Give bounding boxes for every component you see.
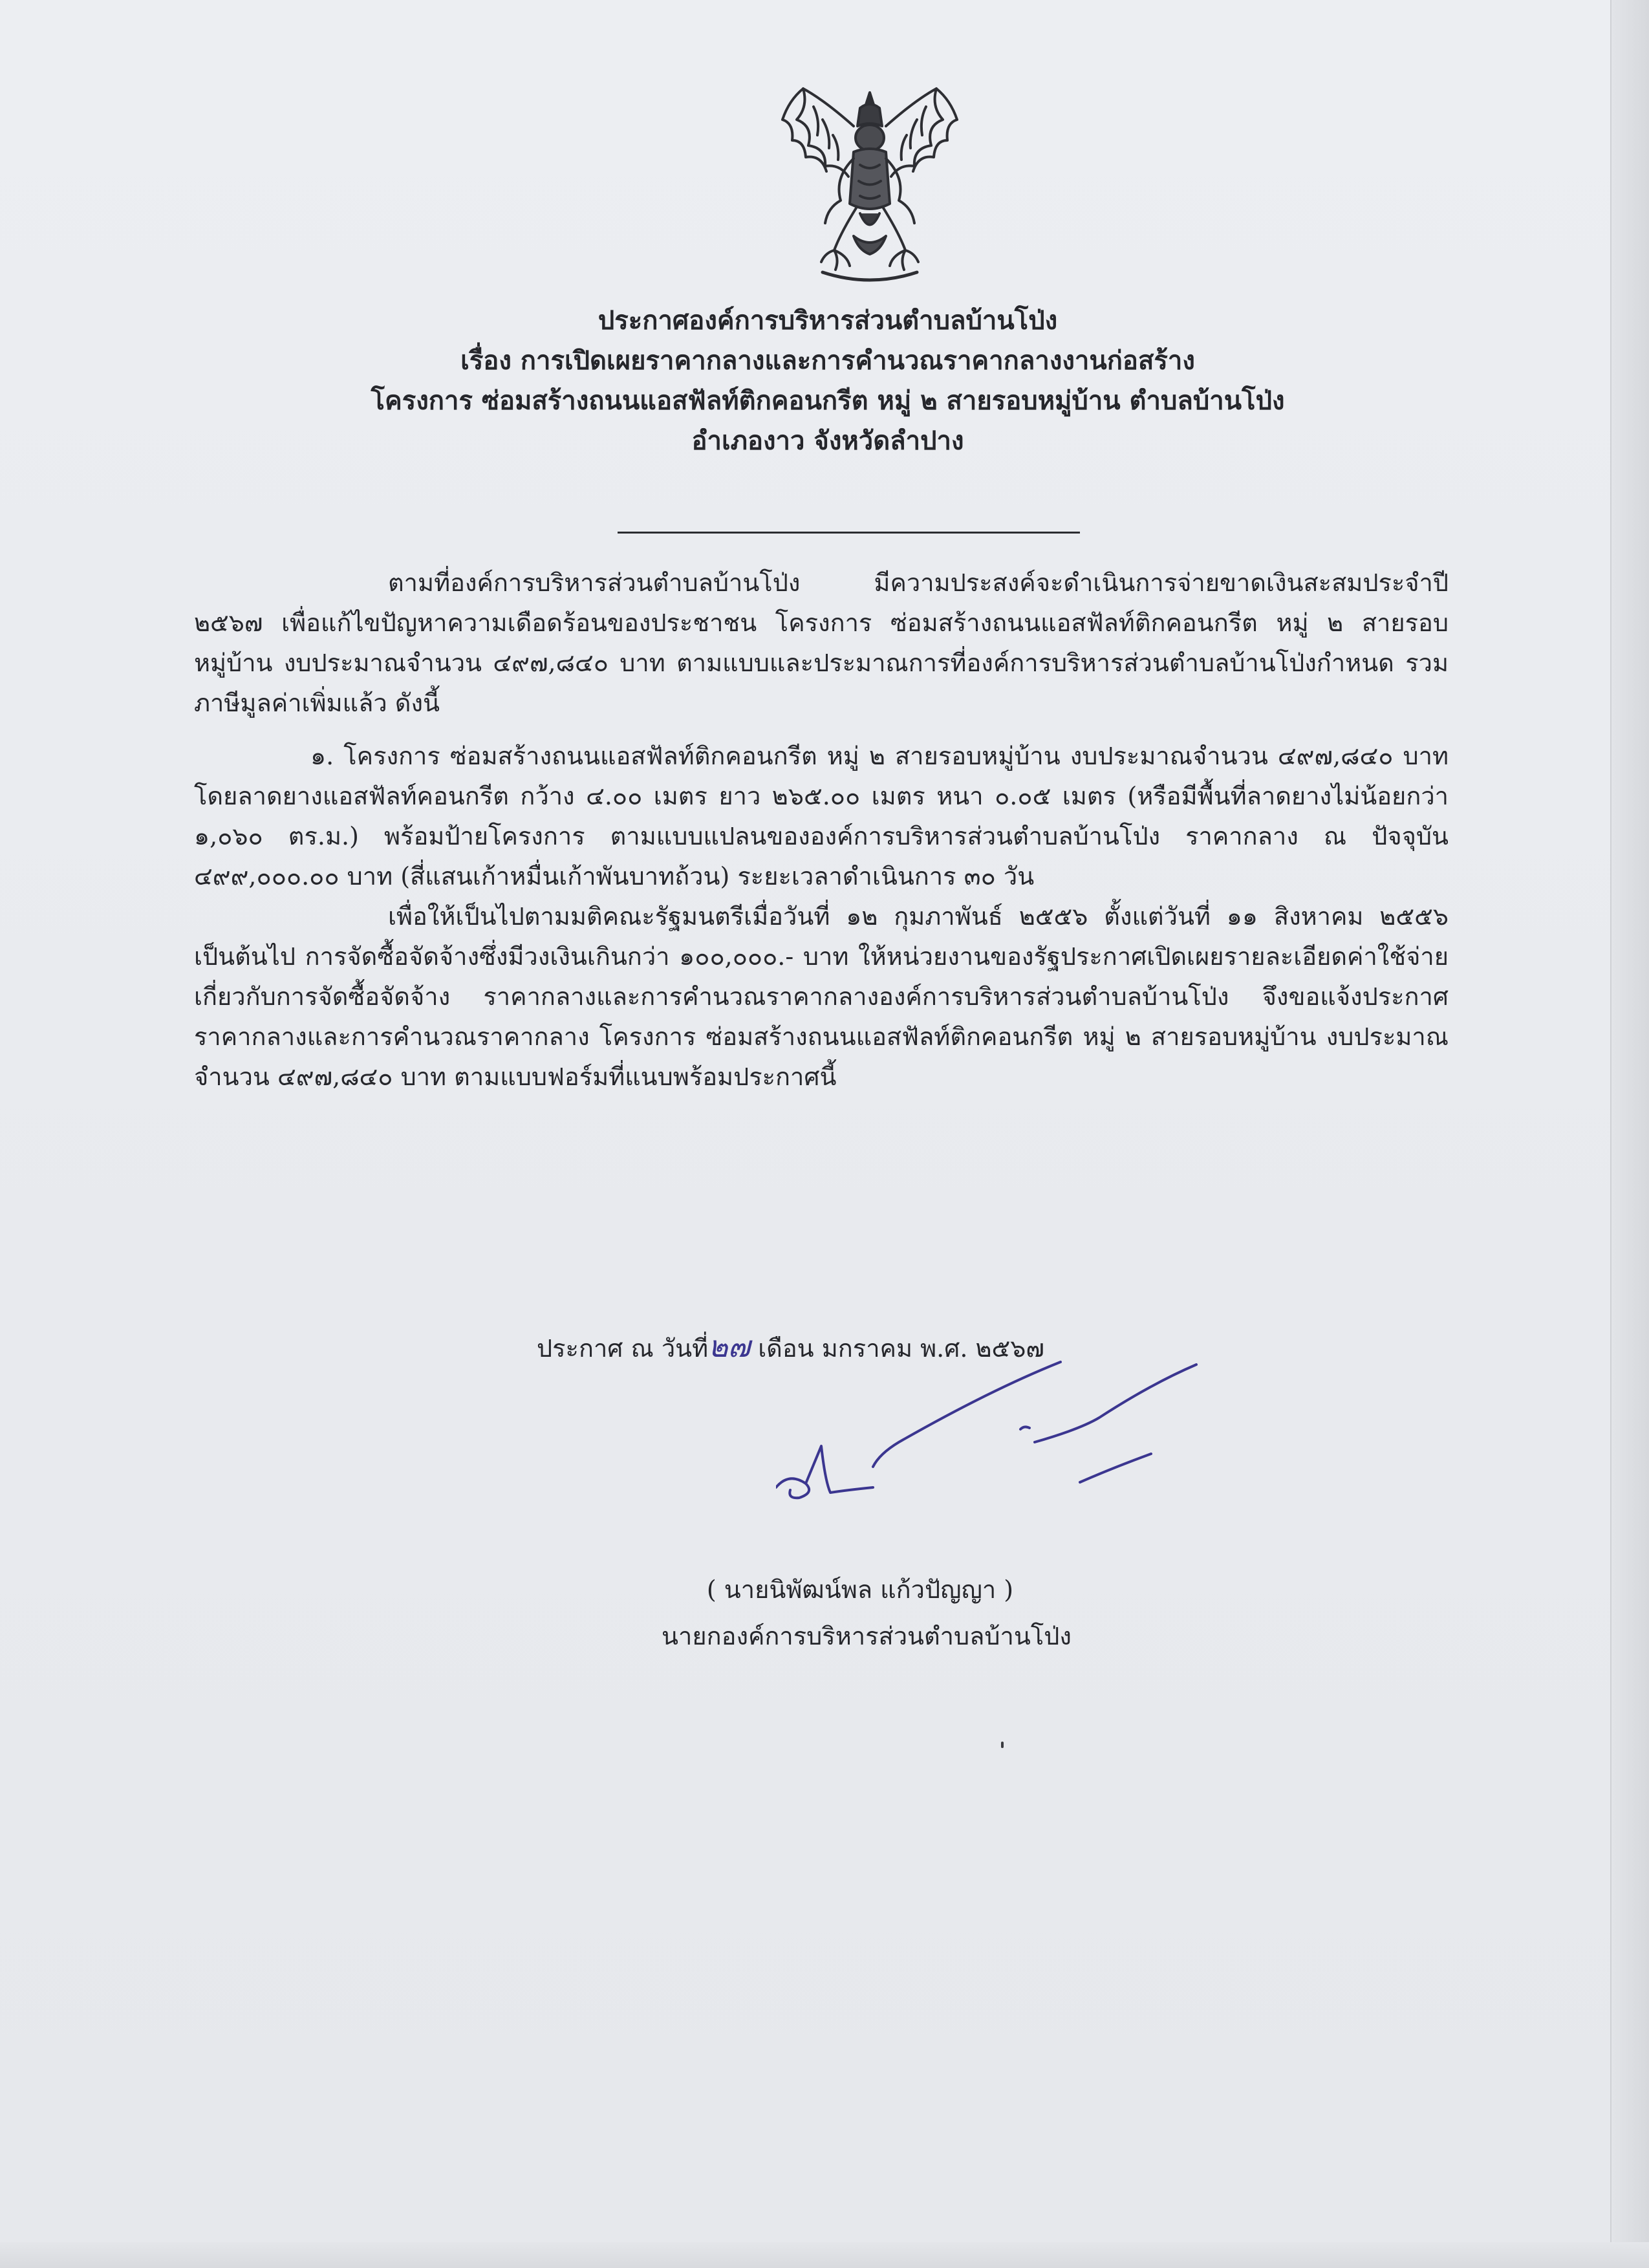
garuda-emblem-icon [763,81,976,294]
announcement-subject: เรื่อง การเปิดเผยราคากลางและการคำนวณราคากลางงานก่อสร้าง [460,346,1195,376]
announcement-body [194,563,1449,1110]
date-month-year: เดือน มกราคม พ.ศ. ๒๕๖๗ [750,1334,1044,1363]
page-edge-shadow [1610,0,1649,2268]
signer-title: นายกองค์การบริหารส่วนตำบลบ้านโป่ง [662,1622,1072,1650]
date-prefix: ประกาศ ณ วันที่ [537,1334,709,1363]
project-item-paragraph: ๑. โครงการ ซ่อมสร้างถนนแอสฟัลท์ติกคอนกรีต หมู่ ๒ สายรอบหมู่บ้าน งบประมาณจำนวน ๔๙๗,๘๔๐ บาท โดยลาดยางแอสฟัลท์คอนกรีต กว้าง ๔.๐๐ เมตร ยาว ๒๖๕.๐๐ เมตร หนา ๐.๐๕ เมตร (หรือมีพื้นที่ลาดยางไม่น้อยกว่า ๑,๐๖๐ ตร.ม.) พร้อมป้ายโครงการ ตามแบบแปลนขององค์การบริหารส่วนตำบลบ้านโป่ง ราคากลาง ณ ปัจจุบัน ๔๙๙,๐๐๐.๐๐ บาท (สี่แสนเก้าหมื่นเก้าพันบาทถ้วน) ระยะเวลาดำเนินการ ๓๐ วัน [194,742,1449,891]
date-day-handwritten: ๒๗ [708,1329,751,1364]
announcement-title: ประกาศองค์การบริหารส่วนตำบลบ้านโป่ง [598,306,1058,336]
project-location: อำเภองาว จังหวัดลำปาง [691,426,964,456]
intro-paragraph: ตามที่องค์การบริหารส่วนตำบลบ้านโป่ง มีความประสงค์จะดำเนินการจ่ายขาดเงินสะสมประจำปี ๒๕๖๗ เพื่อแก้ไขปัญหาความเดือดร้อนของประชาชน โครงการ ซ่อมสร้างถนนแอสฟัลท์ติกคอนกรีต หมู่ ๒ สายรอบหมู่บ้าน งบประมาณจำนวน ๔๙๗,๘๔๐ บาท ตามแบบและประมาณการที่องค์การบริหารส่วนตำบลบ้านโป่งกำหนด รวมภาษีมูลค่าเพิ่มแล้ว ดังนี้ [194,568,1449,717]
scan-speck [1001,1742,1004,1748]
handwritten-signature-icon [776,1345,1229,1513]
announcement-header [194,301,1461,461]
header-divider [618,532,1080,534]
page-bottom-shadow [0,2242,1649,2268]
project-title: โครงการ ซ่อมสร้างถนนแอสฟัลท์ติกคอนกรีต หมู่ ๒ สายรอบหมู่บ้าน ตำบลบ้านโป่ง [371,386,1285,416]
signer-name: ( นายนิพัฒน์พล แก้วปัญญา ) [706,1575,1014,1604]
resolution-paragraph: เพื่อให้เป็นไปตามมติคณะรัฐมนตรีเมื่อวันที่ ๑๒ กุมภาพันธ์ ๒๕๕๖ ตั้งแต่วันที่ ๑๑ สิงหาคม ๒๕๕๖ เป็นต้นไป การจัดซื้อจัดจ้างซึ่งมีวงเงินเกินกว่า ๑๐๐,๐๐๐.- บาท ให้หน่วยงานของรัฐประกาศเปิดเผยรายละเอียดค่าใช้จ่ายเกี่ยวกับการจัดซื้อจัดจ้าง ราคากลางและการคำนวณราคากลางองค์การบริหารส่วนตำบลบ้านโป่ง จึงขอแจ้งประกาศราคากลางและการคำนวณราคากลาง โครงการ ซ่อมสร้างถนนแอสฟัลท์ติกคอนกรีต หมู่ ๒ สายรอบหมู่บ้าน งบประมาณจำนวน ๔๙๗,๘๔๐ บาท ตามแบบฟอร์มที่แนบพร้อมประกาศนี้ [194,902,1449,1091]
